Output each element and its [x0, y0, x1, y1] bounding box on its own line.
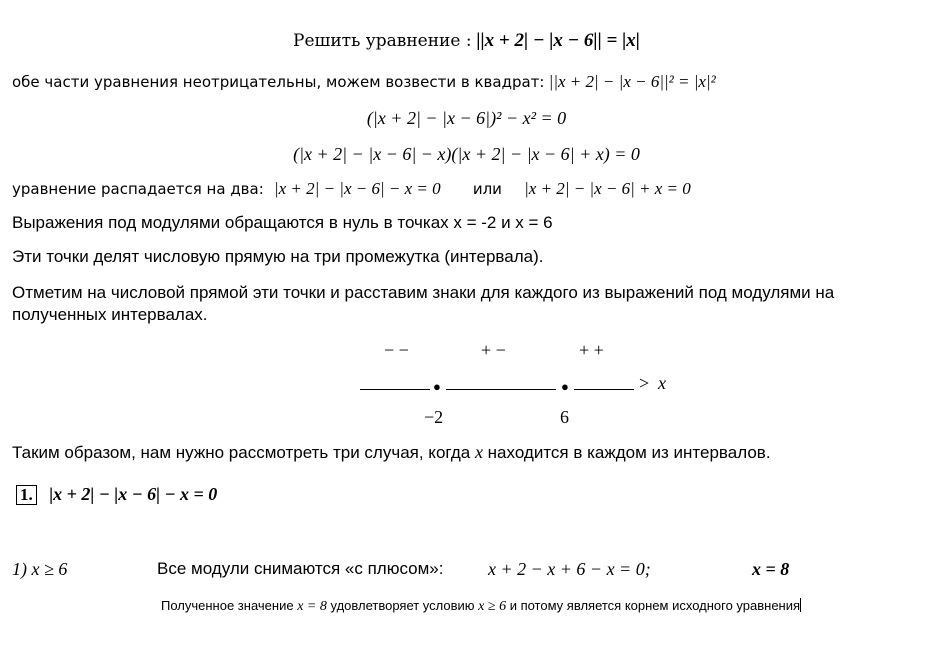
case-number-box: 1.	[16, 485, 37, 505]
case1-condition: 1) x ≥ 6	[12, 559, 68, 579]
conclusion-condition: x ≥ 6	[478, 599, 507, 614]
intro-text: обе части уравнения неотрицательны, можем возвести в квадрат:	[12, 73, 545, 91]
point-label-6: 6	[560, 407, 569, 427]
paragraph-mark-line-2: полученных интервалах.	[12, 305, 208, 324]
paragraph-intervals: Эти точки делят числовую прямую на три промежутка (интервала).	[12, 247, 544, 266]
paragraph-zero-points: Выражения под модулями обращаются в нуль в точках x = -2 и x = 6	[12, 213, 553, 232]
axis-arrow: >	[639, 373, 650, 393]
case-header	[16, 484, 217, 505]
split-text: уравнение распадается на два:	[12, 180, 264, 198]
split-line	[12, 179, 691, 199]
equation-2: (|x + 2| − |x − 6| − x)(|x + 2| − |x − 6| + x) = 0	[293, 144, 640, 164]
split-or: или	[472, 180, 502, 198]
equation-1: (|x + 2| − |x − 6|)² − x² = 0	[366, 108, 567, 128]
axis-segment-2	[446, 389, 556, 390]
conclusion-line	[161, 598, 801, 615]
sign-interval-1: − −	[384, 340, 409, 360]
cases-text-before: Таким образом, нам нужно рассмотреть три случая, когда	[12, 443, 471, 462]
axis-segment-1	[360, 389, 430, 390]
paragraph-cases	[12, 442, 771, 463]
axis-segment-3	[574, 389, 634, 390]
point-dot-6: ●	[561, 379, 569, 394]
conclusion-part2: удовлетворяет условию	[330, 598, 475, 613]
intro-line	[12, 72, 716, 92]
cases-text-after: находится в каждом из интервалов.	[487, 443, 771, 462]
point-dot-minus-2: ●	[433, 379, 441, 394]
paragraph-mark-line-1: Отметим на числовой прямой эти точки и расставим знаки для каждого из выражений под модулями на	[12, 283, 835, 302]
case1-equation: x + 2 − x + 6 − x = 0;	[488, 559, 651, 579]
conclusion-value: x = 8	[297, 599, 327, 614]
case-header-equation: |x + 2| − |x − 6| − x = 0	[49, 484, 218, 504]
sign-interval-3: + +	[579, 340, 604, 360]
conclusion-part1: Полученное значение	[161, 598, 294, 613]
text-cursor	[800, 598, 801, 612]
page-title	[0, 30, 933, 52]
axis-label: x	[658, 373, 666, 393]
case1-result: x = 8	[752, 559, 790, 579]
intro-equation: ||x + 2| − |x − 6||² = |x|²	[548, 72, 716, 91]
title-label: Решить уравнение :	[293, 31, 472, 51]
cases-variable: x	[474, 442, 483, 462]
title-equation: ||x + 2| − |x − 6|| = |x|	[476, 30, 640, 51]
split-equation-b: |x + 2| − |x − 6| + x = 0	[524, 179, 691, 198]
point-label-minus-2: −2	[424, 407, 444, 427]
conclusion-part3: и потому является корнем исходного уравнения	[509, 598, 801, 613]
sign-interval-2: + −	[481, 340, 506, 360]
split-equation-a: |x + 2| − |x − 6| − x = 0	[273, 179, 441, 198]
case1-text: Все модули снимаются «с плюсом»:	[157, 559, 444, 578]
